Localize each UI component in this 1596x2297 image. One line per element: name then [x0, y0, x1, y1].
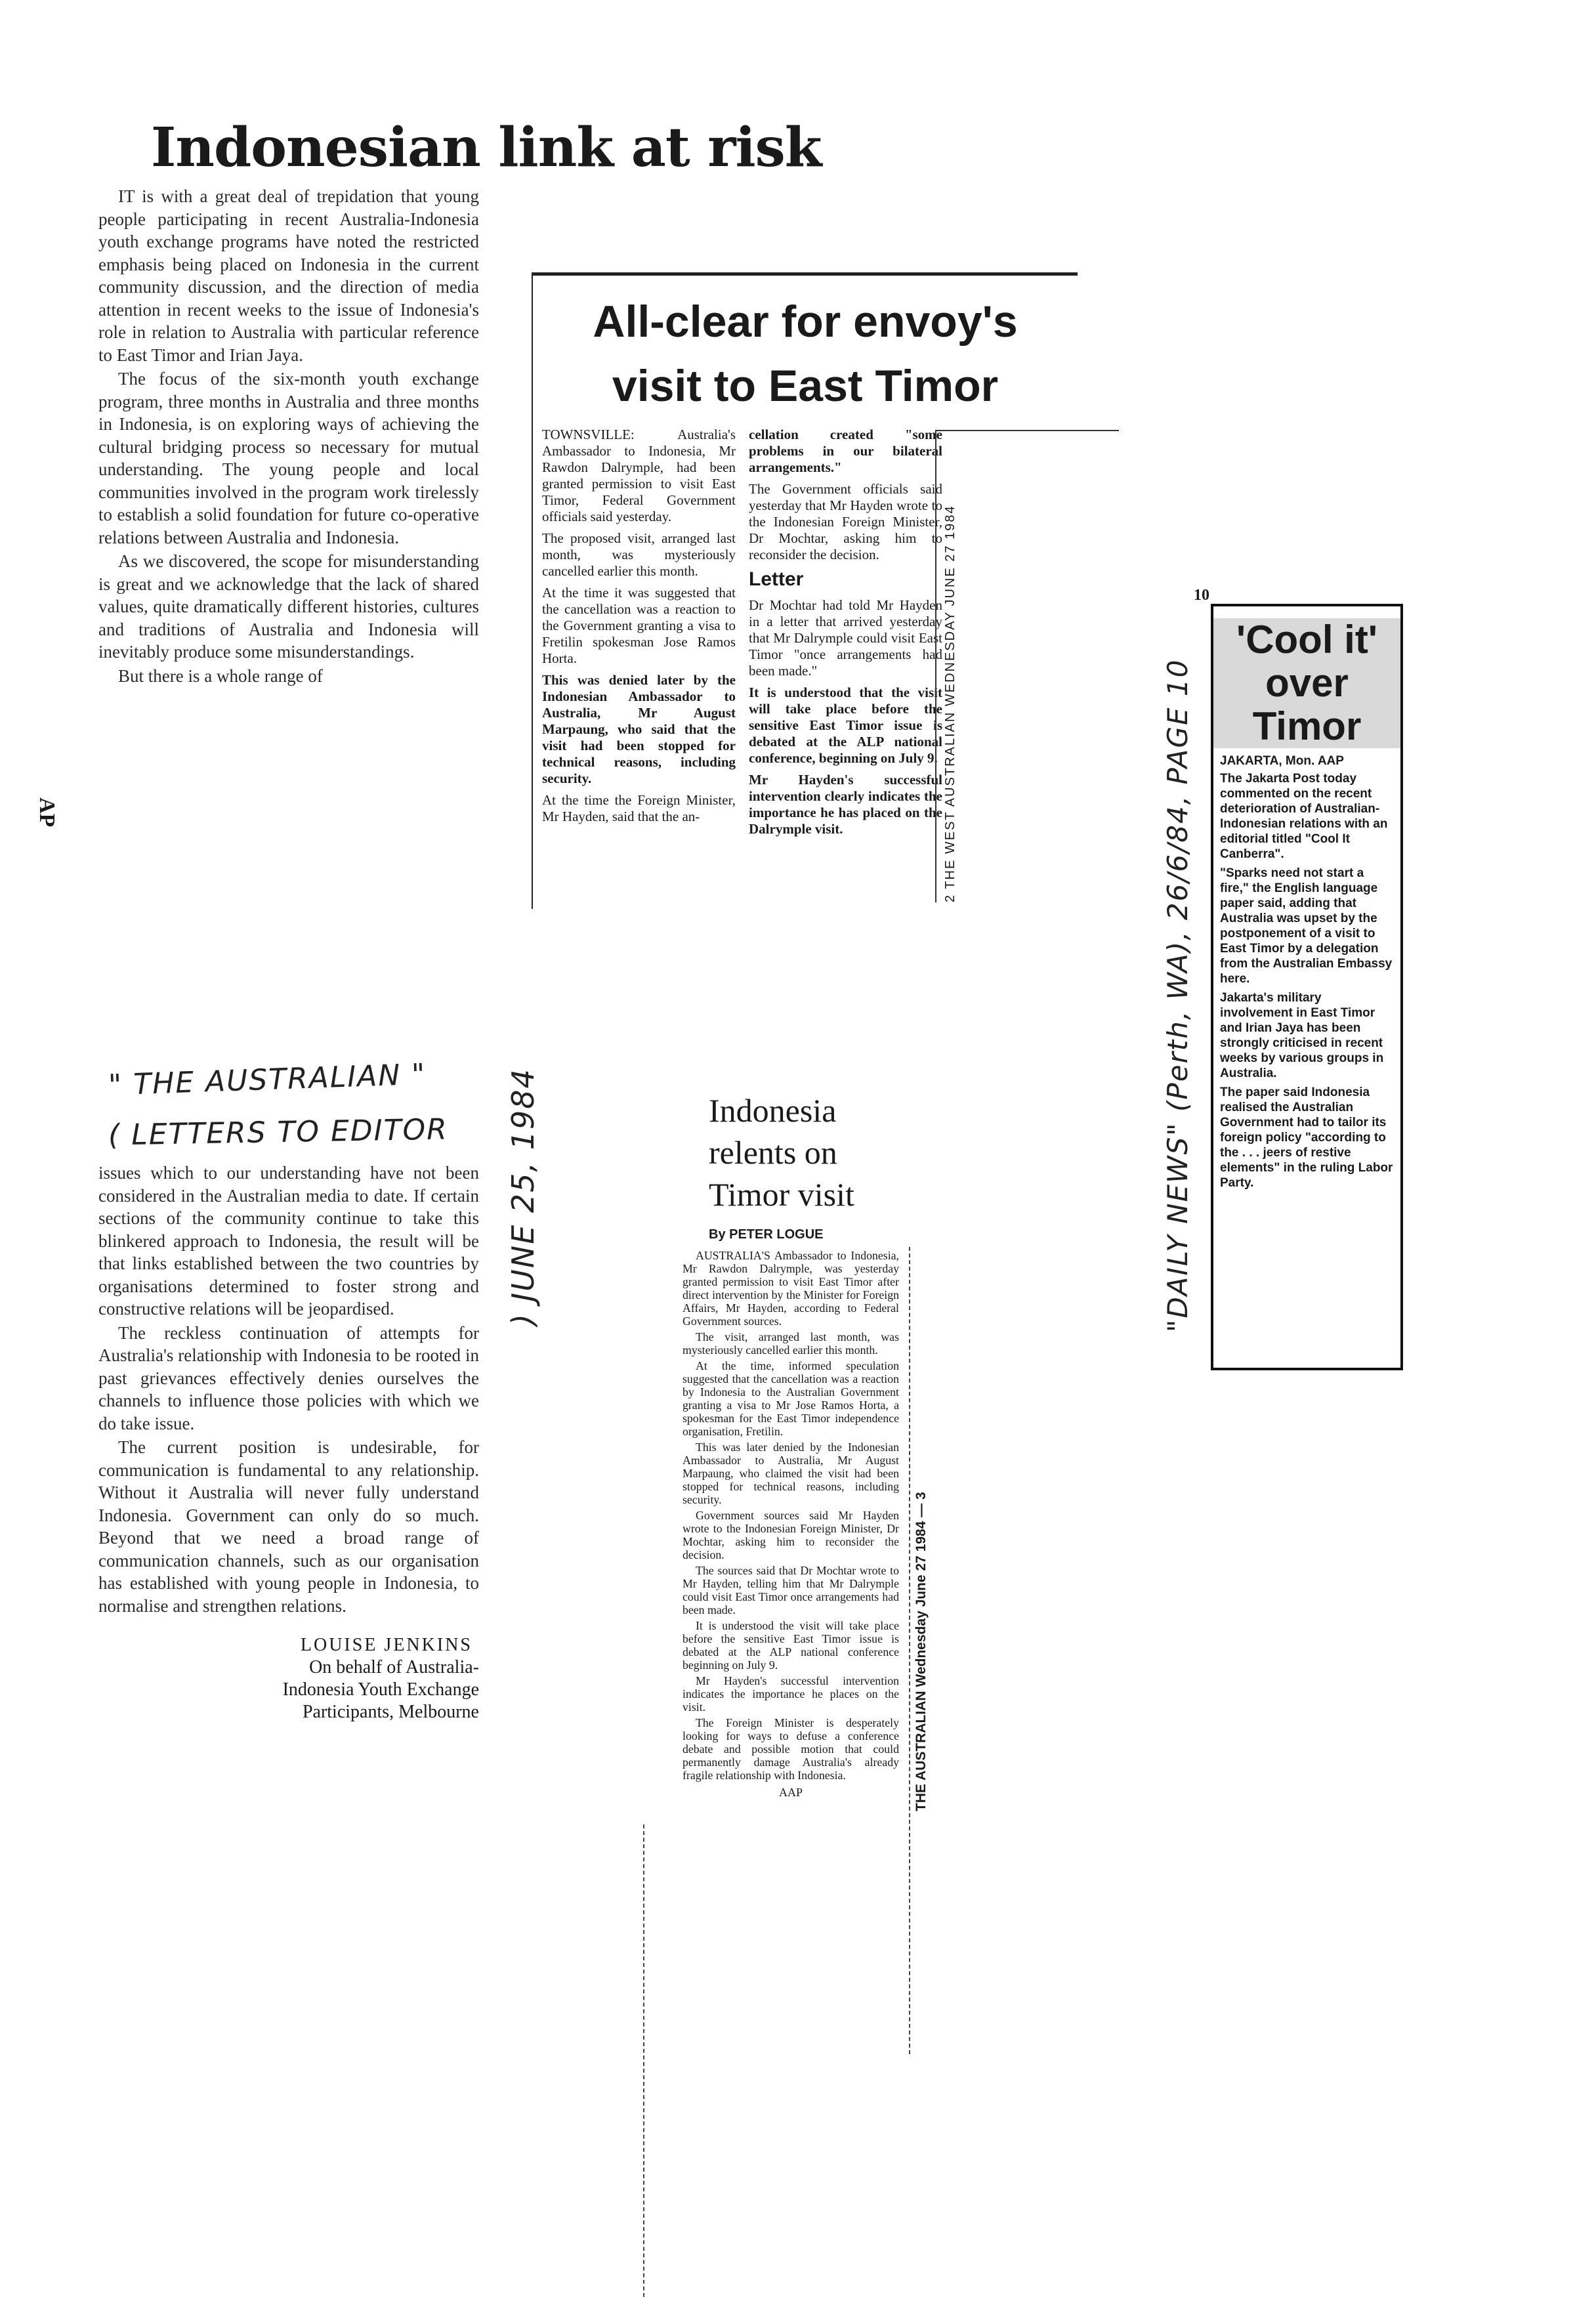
australian-body — [682, 1249, 899, 1782]
headline-all-clear-line1: All-clear for envoy's — [593, 297, 1018, 347]
headline-line: Indonesia — [709, 1092, 837, 1129]
headline-line: 'Cool it' — [1236, 618, 1378, 662]
article-paragraph: At the time, informed speculation suggested that the cancellation was a reaction by Indonesia to the Australian Government granting a visa to Mr Jose Ramos Horta, a spokesman for the East Timor independence organisation, Fretilin. — [682, 1359, 899, 1438]
byline: By PETER LOGUE — [709, 1227, 824, 1242]
headline-line: relents on — [709, 1134, 837, 1171]
article-paragraph: "Sparks need not start a fire," the English language paper said, adding that Australia was upset by the postponement of a visit to East Timor by a delegation from the Australian Embassy here. — [1220, 866, 1393, 986]
daily-news-body — [1213, 748, 1400, 1200]
article-paragraph: The visit, arranged last month, was mysteriously cancelled earlier this month. — [682, 1330, 899, 1357]
headline-indonesia-relents — [709, 1089, 899, 1215]
clip-west-australian — [532, 272, 1078, 909]
headline-line: Timor — [1252, 704, 1362, 748]
article-paragraph: The sources said that Dr Mochtar wrote to Mr Hayden, telling him that Mr Dalrymple could visit East Timor once arrangements had been made. — [682, 1564, 899, 1616]
signature-line: Participants, Melbourne — [302, 1702, 479, 1722]
australian-side-label: THE AUSTRALIAN Wednesday June 27 1984 — 3 — [914, 1492, 929, 1811]
article-paragraph: At the time the Foreign Minister, Mr Hayden, said that the an- — [542, 792, 736, 824]
handwritten-date: ) JUNE 25, 1984 — [505, 1068, 541, 1326]
letter-paragraph: As we discovered, the scope for misunderstanding is great and we acknowledge that the lack of shared values, quite dramatically different histories, cultures and traditions of Australia and Indonesia will inevitably produce some misunderstandings. — [98, 551, 479, 662]
handwritten-source-line2: ( LETTERS TO EDITOR — [108, 1112, 449, 1152]
dateline: JAKARTA, Mon. AAP — [1220, 754, 1344, 768]
letter-paragraph: The focus of the six-month youth exchange program, three months in Australia and three months in Indonesia, is on exploring ways of achieving the cultural bridging process so necessary for mutual understanding. The young people and local communities involved in the program work tirelessly to establish a solid foundation for future co-operative relations between Australia and Indonesia. — [98, 369, 479, 547]
article-paragraph: AUSTRALIA'S Ambassador to Indonesia, Mr Rawdon Dalrymple, was yesterday granted permission to visit East Timor after direct intervention by the Minister for Foreign Affairs, Mr Hayden, according to Federal Government sources. — [682, 1249, 899, 1328]
daily-news-page-tag: 10 — [1194, 587, 1209, 604]
signature-line: On behalf of Australia- — [309, 1657, 479, 1677]
article-paragraph: This was later denied by the Indonesian Ambassador to Australia, Mr August Marpaung, who claimed the visit had been stopped for technical reasons, including security. — [682, 1441, 899, 1506]
article-paragraph: The Foreign Minister is desperately looking for ways to defuse a conference debate and possible motion that could permanently damage Australia's already fragile relationship with Indonesia. — [682, 1716, 899, 1782]
letter-signature — [98, 1634, 479, 1723]
letter-paragraph: But there is a whole range of — [118, 665, 323, 686]
clip-daily-news — [1194, 587, 1403, 1370]
west-australian-col2 — [749, 427, 942, 843]
agency-credit: AAP — [778, 1786, 803, 1799]
west-australian-rule — [935, 430, 1119, 431]
signature-name: LOUISE JENKINS — [300, 1635, 472, 1655]
letter-body-part-b — [98, 1162, 479, 1723]
clip-the-australian — [682, 1089, 899, 1800]
headline-line: over — [1265, 661, 1349, 705]
australian-bottom-border — [643, 1824, 644, 2297]
west-australian-body — [533, 427, 1078, 843]
headline-line: Timor visit — [709, 1176, 854, 1213]
letter-paragraph: issues which to our understanding have not been considered in the Australian media to date. If certain sections of the community continue to take this blinkered approach to Indonesia, the result will be that links established between the two countries by organisations determined to foster strong and constructive relations will be jeopardised. — [98, 1163, 479, 1318]
article-paragraph: At the time it was suggested that the cancellation was a reaction to the Government granting a visa to Fretilin spokesman Jose Ramos Horta. — [542, 585, 736, 666]
article-paragraph: Dr Mochtar had told Mr Hayden in a letter that arrived yesterday that Mr Dalrymple could visit East Timor "once arrangements had been made." — [749, 597, 942, 679]
west-australian-side-label: 2 THE WEST AUSTRALIAN WEDNESDAY JUNE 27 1984 — [943, 505, 957, 902]
headline-all-clear-line2: visit to East Timor — [612, 361, 999, 411]
article-paragraph: The paper said Indonesia realised the Australian Government had to tailor its foreign policy "according to the . . . jeers of restive elements" in the ruling Labor Party. — [1220, 1085, 1393, 1190]
letter-paragraph: IT is with a great deal of trepidation that young people participating in recent Australia-Indonesia youth exchange programs have noted the restricted emphasis being placed on Indonesia in the current community discussion, and the direction of media attention in recent weeks to the issue of Indonesia's role in relation to Australia with particular reference to East Timor and Irian Jaya. — [98, 186, 479, 365]
subhead-letter: Letter — [749, 568, 804, 590]
headline-indonesian-link: Indonesian link at risk — [151, 116, 822, 179]
article-paragraph: Jakarta's military involvement in East Timor and Irian Jaya has been strongly criticised in recent weeks by various groups in Australia. — [1220, 991, 1384, 1080]
article-paragraph: TOWNSVILLE: Australia's Ambassador to Indonesia, Mr Rawdon Dalrymple, had been granted permission to visit East Timor, Federal Government officials said yesterday. — [542, 427, 736, 524]
article-paragraph: Mr Hayden's successful intervention indicates the importance he places on the visit. — [682, 1674, 899, 1714]
west-australian-col1 — [542, 427, 736, 843]
margin-mark: AP — [35, 797, 59, 828]
article-paragraph: Mr Hayden's successful intervention clearly indicates the importance he has placed on the Dalrymple visit. — [749, 772, 942, 837]
article-paragraph: Government sources said Mr Hayden wrote to the Indonesian Foreign Minister, Dr Mochtar, asking him to reconsider the decision. — [682, 1509, 899, 1561]
letter-body-part-a — [98, 185, 479, 687]
article-paragraph: The Government officials said yesterday that Mr Hayden wrote to the Indonesian Foreign Minister, Dr Mochtar, asking him to reconsider the decision. — [749, 481, 942, 562]
headline-cool-it — [1213, 618, 1400, 748]
handwritten-source-line1: " THE AUSTRALIAN " — [108, 1057, 427, 1103]
australian-side-border — [909, 1247, 910, 2054]
article-paragraph: It is understood that the visit will take place before the sensitive East Timor issue is debated at the ALP national conference, beginning on July 9. — [749, 685, 942, 766]
article-paragraph: cellation created "some problems in our bilateral arrangements." — [749, 427, 942, 475]
signature-line: Indonesia Youth Exchange — [282, 1679, 479, 1700]
article-paragraph: The Jakarta Post today commented on the recent deterioration of Australian-Indonesian relations with an editorial titled "Cool It Canberra". — [1220, 772, 1388, 861]
letter-paragraph: The current position is undesirable, for communication is fundamental to any relationship. Without it Australia will never fully understand Indonesia. Government can only do so much. Beyond that we need a broad range of communication channels, such as our organisation has established with young people in Indonesia, to normalise and strengthen relations. — [98, 1437, 479, 1616]
article-paragraph: This was denied later by the Indonesian Ambassador to Australia, Mr August Marpaung, who said that the visit had been stopped for technical reasons, including security. — [542, 672, 736, 786]
handwritten-daily-news-source: "DAILY NEWS" (Perth, WA), 26/6/84, PAGE 10 — [1162, 658, 1194, 1332]
article-paragraph: The proposed visit, arranged last month, was mysteriously cancelled earlier this month. — [542, 530, 736, 579]
west-australian-side-border — [935, 430, 936, 902]
article-paragraph: It is understood the visit will take place before the sensitive East Timor issue is debated at the ALP national conference beginning on July 9. — [682, 1619, 899, 1672]
letter-paragraph: The reckless continuation of attempts for Australia's relationship with Indonesia to be rooted in past grievances effectively denies ourselves the channels to influence those policies with which we do take issue. — [98, 1322, 479, 1433]
